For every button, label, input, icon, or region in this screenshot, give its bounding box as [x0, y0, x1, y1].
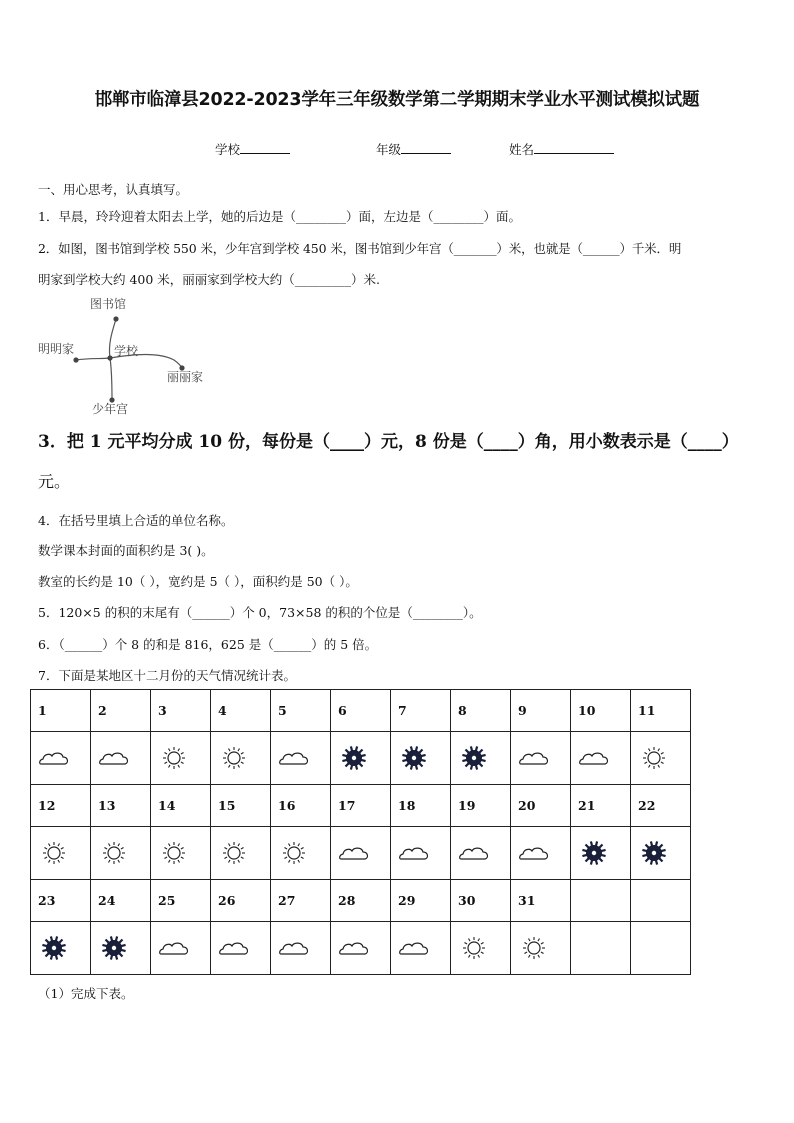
sunny-icon: [218, 745, 250, 771]
cloudy-icon: [578, 745, 610, 771]
youth-palace-label: 少年宫: [92, 402, 129, 416]
weather-day-cell: 16: [271, 785, 331, 827]
library-dot: [113, 316, 118, 321]
weather-day-cell: 14: [151, 785, 211, 827]
cloudy-icon: [38, 745, 70, 771]
grade-field: [376, 140, 451, 158]
section-heading: 一、用心思考，认真填写。: [38, 182, 189, 197]
weather-day-cell: 20: [511, 785, 571, 827]
snow-icon: [98, 935, 130, 961]
weather-icon-cell: [571, 827, 631, 880]
weather-icon-cell: [211, 732, 271, 785]
weather-icon-row: [31, 827, 691, 880]
weather-icon-cell: [631, 732, 691, 785]
weather-icon-cell: [271, 922, 331, 975]
question-5: 5．120×5 的积的末尾有（______）个 0，73×58 的积的个位是（________）。: [38, 605, 482, 620]
cloudy-icon: [98, 745, 130, 771]
weather-icon-cell: [391, 732, 451, 785]
cloudy-icon: [338, 935, 370, 961]
weather-day-cell: 23: [31, 880, 91, 922]
weather-day-cell: 6: [331, 690, 391, 732]
weather-icon-cell: [571, 732, 631, 785]
road-mingming-school: [76, 358, 110, 360]
page-title: 邯郸市临漳县2022-2023学年三年级数学第二学期期末学业水平测试模拟试题: [94, 90, 700, 110]
weather-day-cell: 9: [511, 690, 571, 732]
question-7: 7．下面是某地区十二月份的天气情况统计表。: [38, 668, 296, 683]
weather-icon-cell: [571, 922, 631, 975]
weather-day-cell: [631, 880, 691, 922]
weather-icon-cell: [211, 922, 271, 975]
question-2-line-1: 2．如图，图书馆到学校 550 米，少年宫到学校 450 米，图书馆到少年宫（_______）米，也就是（______）千米．明: [38, 241, 682, 256]
snow-icon: [458, 745, 490, 771]
weather-icon-cell: [391, 922, 451, 975]
question-7-sub-1: （1）完成下表。: [38, 986, 134, 1001]
weather-table: [30, 689, 691, 975]
weather-day-cell: 1: [31, 690, 91, 732]
question-4-a: 数学课本封面的面积约是 3( )。: [38, 543, 214, 558]
cloudy-icon: [158, 935, 190, 961]
weather-icon-cell: [511, 732, 571, 785]
question-6: 6．（______）个 8 的和是 816，625 是（______）的 5 倍。: [38, 637, 378, 652]
weather-day-row: [31, 880, 691, 922]
snow-icon: [398, 745, 430, 771]
weather-day-cell: 29: [391, 880, 451, 922]
mingming-dot: [73, 357, 78, 362]
lili-label: 丽丽家: [167, 370, 204, 384]
weather-icon-cell: [151, 732, 211, 785]
cloudy-icon: [218, 935, 250, 961]
weather-day-cell: 21: [571, 785, 631, 827]
weather-icon-cell: [271, 827, 331, 880]
cloudy-icon: [518, 840, 550, 866]
weather-icon-row: [31, 732, 691, 785]
weather-day-cell: 27: [271, 880, 331, 922]
weather-day-cell: 25: [151, 880, 211, 922]
weather-day-row: [31, 785, 691, 827]
weather-icon-cell: [511, 827, 571, 880]
weather-day-cell: 24: [91, 880, 151, 922]
cloudy-icon: [278, 935, 310, 961]
question-2-line-2: 明家到学校大约 400 米，丽丽家到学校大约（_________）米.: [38, 272, 381, 287]
weather-icon-cell: [91, 827, 151, 880]
weather-day-cell: 4: [211, 690, 271, 732]
cloudy-icon: [398, 840, 430, 866]
sunny-icon: [518, 935, 550, 961]
weather-icon-cell: [31, 732, 91, 785]
sunny-icon: [158, 745, 190, 771]
snow-icon: [638, 840, 670, 866]
weather-day-cell: 19: [451, 785, 511, 827]
name-label: 姓名: [509, 142, 535, 157]
snow-icon: [578, 840, 610, 866]
weather-icon-cell: [451, 827, 511, 880]
weather-icon-cell: [271, 732, 331, 785]
weather-icon-cell: [451, 732, 511, 785]
weather-day-cell: 30: [451, 880, 511, 922]
grade-blank[interactable]: [401, 141, 451, 154]
weather-day-cell: 2: [91, 690, 151, 732]
school-map-diagram: [34, 292, 234, 420]
question-1: 1．早晨，玲玲迎着太阳去上学，她的后边是（________）面，左边是（________）面。: [38, 209, 521, 224]
weather-icon-row: [31, 922, 691, 975]
question-4: 4．在括号里填上合适的单位名称。: [38, 513, 234, 528]
weather-day-cell: 11: [631, 690, 691, 732]
school-dot: [107, 355, 112, 360]
cloudy-icon: [278, 745, 310, 771]
sunny-icon: [218, 840, 250, 866]
snow-icon: [38, 935, 70, 961]
weather-day-cell: 17: [331, 785, 391, 827]
weather-day-cell: [571, 880, 631, 922]
grade-label: 年级: [376, 142, 402, 157]
weather-icon-cell: [331, 732, 391, 785]
weather-day-cell: 18: [391, 785, 451, 827]
weather-icon-cell: [331, 827, 391, 880]
cloudy-icon: [398, 935, 430, 961]
weather-icon-cell: [91, 732, 151, 785]
name-blank[interactable]: [534, 141, 614, 154]
sunny-icon: [98, 840, 130, 866]
weather-day-cell: 13: [91, 785, 151, 827]
library-label: 图书馆: [90, 297, 127, 311]
school-label: 学校: [215, 142, 241, 157]
question-4-b: 教室的长约是 10（ ），宽约是 5（ ），面积约是 50（ ）。: [38, 574, 358, 589]
name-field: [509, 140, 614, 158]
weather-day-cell: 12: [31, 785, 91, 827]
weather-icon-cell: [451, 922, 511, 975]
weather-icon-cell: [31, 922, 91, 975]
school-field: [215, 140, 290, 158]
weather-icon-cell: [391, 827, 451, 880]
weather-day-cell: 15: [211, 785, 271, 827]
school-blank[interactable]: [240, 141, 290, 154]
road-school-youth: [110, 358, 112, 400]
weather-day-cell: 31: [511, 880, 571, 922]
weather-icon-cell: [151, 922, 211, 975]
weather-day-cell: 26: [211, 880, 271, 922]
weather-icon-cell: [31, 827, 91, 880]
weather-day-row: [31, 690, 691, 732]
cloudy-icon: [518, 745, 550, 771]
sunny-icon: [158, 840, 190, 866]
question-3-line-1: 3．把 1 元平均分成 10 份，每份是（____）元，8 份是（____）角，用小数表示是（____）: [38, 432, 739, 452]
weather-day-cell: 28: [331, 880, 391, 922]
weather-icon-cell: [631, 827, 691, 880]
weather-icon-cell: [631, 922, 691, 975]
weather-icon-cell: [331, 922, 391, 975]
sunny-icon: [458, 935, 490, 961]
weather-day-cell: 3: [151, 690, 211, 732]
weather-icon-cell: [151, 827, 211, 880]
sunny-icon: [38, 840, 70, 866]
weather-day-cell: 22: [631, 785, 691, 827]
snow-icon: [338, 745, 370, 771]
weather-icon-cell: [511, 922, 571, 975]
mingming-label: 明明家: [38, 342, 75, 356]
weather-icon-cell: [91, 922, 151, 975]
weather-day-cell: 10: [571, 690, 631, 732]
weather-day-cell: 7: [391, 690, 451, 732]
cloudy-icon: [338, 840, 370, 866]
sunny-icon: [638, 745, 670, 771]
weather-day-cell: 8: [451, 690, 511, 732]
school-label-map: 学校: [114, 344, 139, 358]
weather-day-cell: 5: [271, 690, 331, 732]
cloudy-icon: [458, 840, 490, 866]
sunny-icon: [278, 840, 310, 866]
question-3-line-2: 元。: [38, 472, 71, 491]
weather-icon-cell: [211, 827, 271, 880]
